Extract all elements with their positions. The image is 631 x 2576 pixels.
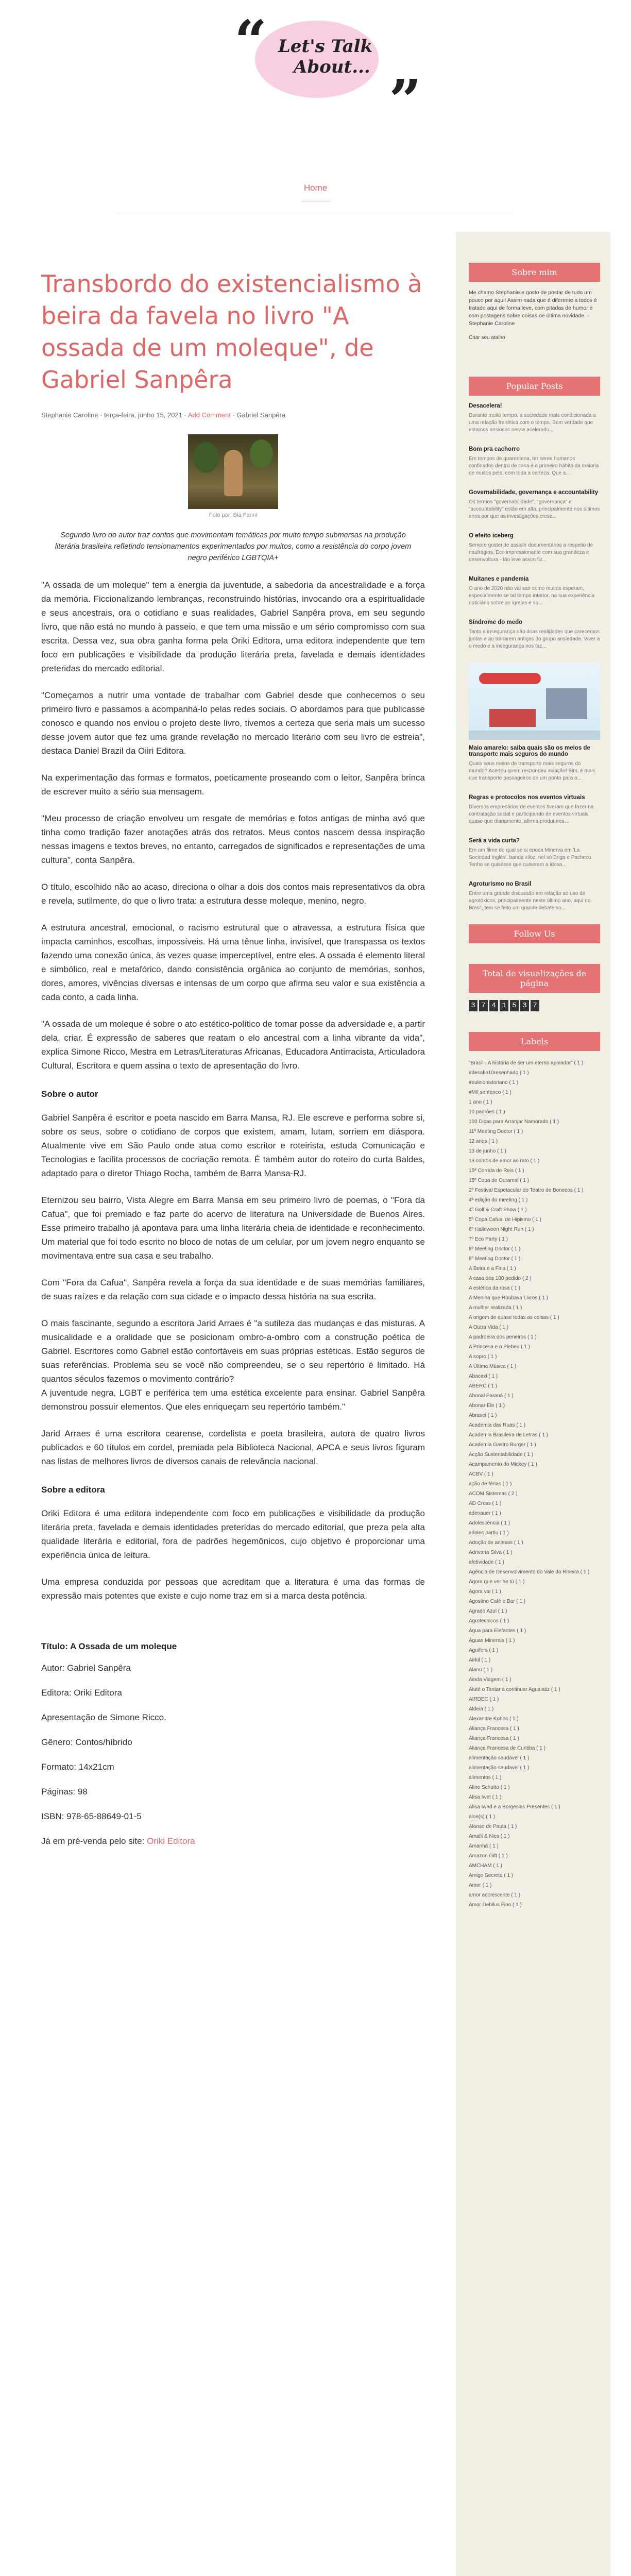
label-link[interactable]: #euleiohistoriano ( 1 ) [469, 1080, 519, 1086]
label-link[interactable]: 100 Dicas para Arranjar Namorado ( 1 ) [469, 1119, 559, 1125]
popular-post-title[interactable]: Síndrome do medo [469, 619, 523, 625]
label-link[interactable]: 1 ano ( 1 ) [469, 1099, 492, 1105]
popular-post-snippet: Os termos "governabilidade", "governança" e "accountability" estão em alta, principalmente nos últimos anos por que as investigações cresc... [469, 499, 600, 519]
label-link[interactable]: 8º Meeting Doctor ( 1 ) [469, 1256, 521, 1262]
thumbnail-shape [489, 709, 536, 727]
label-link[interactable]: aloe(s) ( 1 ) [469, 1814, 496, 1820]
label-link[interactable]: AMCHAM ( 1 ) [469, 1863, 502, 1869]
label-link[interactable]: 13 contos de amor ao rato ( 1 ) [469, 1158, 540, 1164]
label-link[interactable]: 5º Copa Cafual de Hipismo ( 1 ) [469, 1217, 541, 1223]
post-column [21, 232, 446, 2576]
pageviews-digit: 4 [489, 1000, 498, 1011]
popular-post-item[interactable] [469, 619, 600, 650]
label-link[interactable]: A Última Música ( 1 ) [469, 1364, 517, 1369]
label-link[interactable]: 10 padrões ( 1 ) [469, 1109, 505, 1115]
label-link[interactable]: Agrotecnicos ( 1 ) [469, 1618, 509, 1624]
label-link[interactable]: A estética da rosa ( 1 ) [469, 1285, 521, 1291]
popular-post-item[interactable] [469, 533, 600, 564]
popular-post-snippet: Em tempos de quarentena, ter seres humanos confinados dentro de casa é o primeiro hábito da maioria de muitos pets, com toda a certeza. Que a... [469, 456, 599, 476]
label-link[interactable]: Alisa Iwet ( 1 ) [469, 1794, 502, 1800]
popular-post-title[interactable]: Agroturismo no Brasil [469, 881, 532, 887]
popular-post-snippet: O ano de 2020 não vai sair como muitos esperam, especialmente se tal tempo interior, na sua experiência noticiário sobre as igrejas e so... [469, 586, 595, 606]
sidebar [456, 232, 610, 2576]
photo-person [224, 450, 243, 496]
popular-post-snippet: Sempre gostei de assistir documentários a respeito de naufrágios. Eco impressionante com sua grandeza e desenvoltura - tão leve assim fiz... [469, 543, 593, 563]
label-link[interactable]: afetividade ( 1 ) [469, 1560, 504, 1565]
label-link[interactable]: Adoção de animais ( 1 ) [469, 1540, 523, 1546]
popular-post-title[interactable]: Desacelera! [469, 403, 502, 409]
labels-title: Labels [469, 1032, 600, 1051]
popular-posts-title: Popular Posts [469, 377, 600, 396]
label-link[interactable]: Abonal Paraná ( 1 ) [469, 1393, 514, 1399]
label-link[interactable]: 15º Copa de Ouramal ( 1 ) [469, 1178, 530, 1183]
label-link[interactable]: 2º Festival Espetacular do Teatro de Bonecos ( 1 ) [469, 1188, 584, 1193]
label-link[interactable]: Abonar Ele ( 1 ) [469, 1403, 505, 1409]
label-link[interactable]: A casa dos 100 pedido ( 2 ) [469, 1276, 532, 1281]
label-link[interactable]: Amanhã ( 1 ) [469, 1843, 499, 1849]
label-link[interactable]: 12 anos ( 1 ) [469, 1139, 498, 1144]
about-author-paragraph: Eternizou seu bairro, Vista Alegre em Barra Mansa em seu primeiro livro de poemas, o "Fora da Cafua", que foi premiado e faz parte do acervo de literatura na Universidade de Buenos Aires. Esse primeiro trabalho já apontava para uma linha literária cheia de identidade e reconhecimento. Um material que foi todo escrito no bloco de notas de um celular, por um jovem negro enquanto se movimentava entre sua casa e seu trabalho. [41, 1195, 425, 1261]
pageviews-title: Total de visualizações de página [469, 964, 600, 993]
about-publisher-paragraph: Oriki Editora é uma editora independente com foco em publicações e visibilidade da produção literária preta, favelada e demais identidades preteridas do mercado editorial, que preza pela alta qualidade literária e editorial, fora de padrões hegemônicos, cujo objetivo é proporcionar uma experiência única de leitura. [41, 1509, 425, 1560]
nav-home-link[interactable]: Home [303, 183, 328, 193]
popular-post-item[interactable] [469, 403, 600, 434]
label-link[interactable]: adoles partiu ( 1 ) [469, 1530, 509, 1536]
label-link[interactable]: Acampamento do Mickey ( 1 ) [469, 1462, 537, 1467]
popular-post-title[interactable]: Governabilidade, governança e accountability [469, 489, 599, 496]
about-widget-title: Sobre mim [469, 263, 600, 282]
popular-post-title[interactable]: Regras e protocolos nos eventos virtuais [469, 794, 585, 801]
label-link[interactable]: Acção Sustentabilidade ( 1 ) [469, 1452, 534, 1458]
thumbnail-shape [469, 731, 600, 740]
about-author-heading: Sobre o autor [41, 1089, 98, 1099]
book-author: Autor: Gabriel Sanpêra [41, 1663, 131, 1673]
label-link[interactable]: Abrasel ( 1 ) [469, 1413, 497, 1418]
pageviews-digit: 7 [531, 1000, 539, 1011]
label-link[interactable]: ABERC ( 1 ) [469, 1383, 498, 1389]
popular-post-item[interactable] [469, 881, 600, 912]
post-epigraph: Segundo livro do autor traz contos que movimentam temáticas por muito tempo submersas na produção literária brasileira refletindo tensionamentos experimentados por muitos, como a resistência do corpo jovem negro periférico LGBTQIA+ [55, 531, 412, 562]
post-title[interactable]: Transbordo do existencialismo à beira da favela no livro "A ossada de um moleque", de Gabriel Sanpêra [41, 270, 422, 394]
post-paragraph: O título, escolhido não ao acaso, direciona o olhar a dois dos contos mais representativos da obra e revela, sutilmente, do que o livro trata: a estrutura desse moleque, menino, negro. [41, 882, 425, 906]
popular-post-thumbnail[interactable] [469, 663, 600, 740]
label-link[interactable]: Alexandre Kohos ( 1 ) [469, 1716, 519, 1722]
about-author-paragraph: O mais fascinante, segundo a escritora Jarid Arraes é "a sutileza das mudanças e das misturas. A musicalidade e a oralidade que se posicionam ombro-a-ombro com a construção poética de Gabriel. Escritores como Gabriel estão confortáveis em suas próprias estéticas. Estão seguros de suas referências. Problema seu se você não compreendeu, se o seu repertório é limitado. Há quantos séculos fazemos o movimento contrário? A juventude negra, LGBT e periférica tem uma estética excelente para ensinar. Gabriel Sanpêra demonstrou possuir elementos. Que eles enriqueçam seu repertório também." [41, 1318, 425, 1412]
popular-post-snippet: Durante muito tempo, a sociedade mais condicionada a uma relação frenética com o tempo. Bem verdade que estamos ansiosos nesse acelerado... [469, 413, 596, 433]
label-link[interactable]: Adrivaria Silva ( 1 ) [469, 1550, 513, 1555]
label-link[interactable]: Agostino Café e Bar ( 1 ) [469, 1599, 526, 1604]
presale-link[interactable]: Oriki Editora [147, 1836, 195, 1846]
post-paragraph: "A ossada de um moleque é sobre o ato estético-político de tomar posse da adversidade e, a partir dela, criar. É expressão de saberes que reatam o elo ancestral com a linha vibrante da vida", explica Simone Ricco, Mestra em Letras/Literaturas Africanas, Educadora Antirracista, Articuladora Cultural, Escritora e quem assina o texto de apresentação do livro. [41, 1019, 425, 1071]
book-publisher: Editora: Oriki Editora [41, 1688, 122, 1698]
label-link[interactable]: #MIl sentenco ( 1 ) [469, 1090, 511, 1095]
label-link[interactable]: AIRDEC ( 1 ) [469, 1697, 499, 1702]
popular-post-snippet: Em um filme do qual se si epoca Minerva em 'La Sociedad Inglés', banda xiloz, nel só Briga e Pacheco. Tenho se quisesse que quiseram a idosa... [469, 848, 593, 868]
pageviews-counter [469, 1000, 600, 1011]
book-format: Formato: 14x21cm [41, 1762, 114, 1772]
label-link[interactable]: Academia Brasileira de Letras ( 1 ) [469, 1432, 548, 1438]
label-link[interactable]: 13 de junho ( 1 ) [469, 1148, 506, 1154]
popular-posts-list [469, 403, 600, 912]
site-logo[interactable] [234, 8, 422, 133]
label-link[interactable]: Aliança Francesa ( 1 ) [469, 1726, 519, 1732]
label-link[interactable]: 8º Meeting Doctor ( 1 ) [469, 1246, 521, 1252]
label-link[interactable]: Agrado Azul ( 1 ) [469, 1608, 507, 1614]
label-link[interactable]: Academia Gastro Burger ( 1 ) [469, 1442, 536, 1448]
label-link[interactable]: A Princesa e o Plebeu ( 1 ) [469, 1344, 530, 1350]
pageviews-digit: 3 [520, 1000, 529, 1011]
label-link[interactable]: #desafio10resenhado ( 1 ) [469, 1070, 529, 1076]
label-link[interactable]: alimentos ( 1 ) [469, 1775, 502, 1781]
post-paragraph: "Começamos a nutrir uma vontade de trabalhar com Gabriel desde que conhecemos o seu primeiro livro e passamos a acompanhá-lo pelas redes sociais. O abordamos para que publicasse conosco e quando nos enviou o projeto deste livro, tivemos a certeza que seria mais um sucesso desse jovem autor que fez uma grande revelação no mercado literário com seu livro de estreia", destaca Daniel Brazil da Oiiri Editora. [41, 690, 425, 756]
post-paragraph: Na experimentação das formas e formatos, poeticamente proseando com o leitor, Sanpêra brinca de escrever muito a sério sua mensagem. [41, 773, 425, 796]
pageviews-digit: 1 [500, 1000, 508, 1011]
label-link[interactable]: Alonso de Paula ( 1 ) [469, 1824, 517, 1829]
about-publisher-paragraph: Uma empresa conduzida por pessoas que acreditam que a literatura é uma das formas de expressão mais potentes que existe e cujo nome traz em si a marca desta potência. [41, 1577, 425, 1601]
label-link[interactable]: Agora vai ( 1 ) [469, 1589, 501, 1595]
thumbnail-shape [546, 688, 587, 719]
label-link[interactable]: 6º Halloween Night Run ( 1 ) [469, 1227, 534, 1232]
label-link[interactable]: 4ª edição do meeting ( 1 ) [469, 1197, 528, 1203]
close-quote-icon: ” [389, 67, 422, 133]
about-publisher-heading: Sobre a editora [41, 1485, 105, 1495]
pageviews-digit: 7 [479, 1000, 488, 1011]
logo-text [278, 36, 376, 77]
label-link[interactable]: A mulher realizada ( 1 ) [469, 1305, 522, 1311]
popular-post-title[interactable]: Maio amarelo: saiba quais são os meios de transporte mais seguros do mundo [469, 745, 590, 757]
label-link[interactable]: A sopro ( 1 ) [469, 1354, 497, 1360]
label-link[interactable]: Alano ( 1 ) [469, 1667, 493, 1673]
popular-post-title[interactable]: O efeito iceberg [469, 533, 514, 539]
post-author[interactable]: Stephanie Caroline [41, 411, 98, 419]
about-text [469, 289, 600, 328]
label-link[interactable]: 7º Eco Party ( 1 ) [469, 1236, 508, 1242]
label-link[interactable]: alimentação saudável ( 1 ) [469, 1755, 530, 1761]
popular-post-title[interactable]: Muitanes e pandemia [469, 576, 529, 582]
label-link[interactable]: Agência de Desenvolvimento do Vale do Ribeira ( 1 ) [469, 1569, 590, 1575]
label-link[interactable]: ACBV ( 1 ) [469, 1471, 493, 1477]
about-body: Me chamo Stephanie e gosto de postar de tudo um pouco por aqui! Assim nada que é diferente a todos é tratado aqui de forma leve, com pitadas de humor e com postagens sobre coisas de última novidade. [469, 290, 597, 319]
book-presentation: Apresentação de Simone Ricco. [41, 1713, 166, 1722]
label-link[interactable]: Aline Schutto ( 1 ) [469, 1785, 510, 1790]
label-link[interactable]: Amor ( 1 ) [469, 1883, 492, 1888]
book-title: Título: A Ossada de um moleque [41, 1641, 177, 1651]
about-signature: - Stephanie Caroline [469, 313, 589, 327]
photo-plant [250, 439, 273, 468]
label-link[interactable]: Água para Elefantes ( 1 ) [469, 1628, 526, 1634]
thumbnail-shape [479, 673, 541, 684]
popular-post-item[interactable] [469, 838, 600, 869]
post-date: terça-feira, junho 15, 2021 [104, 411, 182, 419]
label-link[interactable]: Amalli & Nics ( 1 ) [469, 1834, 510, 1839]
label-link[interactable]: Águas Minerais ( 1 ) [469, 1638, 515, 1643]
label-link[interactable]: Academia das Ruas ( 1 ) [469, 1422, 526, 1428]
open-quote-icon: “ [234, 8, 267, 74]
presale-text: Já em pré-venda pelo site: [41, 1836, 145, 1846]
label-link[interactable]: 4º Golf & Craft Show ( 1 ) [469, 1207, 527, 1213]
label-link[interactable]: Adolescência ( 1 ) [469, 1520, 510, 1526]
logo-line-1: Let's Talk [278, 36, 373, 57]
popular-post-item[interactable] [469, 663, 600, 782]
label-link[interactable]: Airkil ( 1 ) [469, 1657, 491, 1663]
label-link[interactable]: amor adolescente ( 1 ) [469, 1892, 521, 1898]
popular-post-item[interactable] [469, 446, 600, 477]
about-author-paragraph: Com "Fora da Cafua", Sanpêra revela a força da sua identidade e de suas memórias familiares, de suas raízes e da relação com sua cidade e o impacto dessa história na sua escrita. [41, 1278, 425, 1301]
label-link[interactable]: "Brasil - A história de ser um eterno apoiador" ( 1 ) [469, 1060, 584, 1066]
label-link[interactable]: Ainda Viagem ( 1 ) [469, 1677, 511, 1683]
popular-post-item[interactable] [469, 794, 600, 825]
logo-line-2: About... [294, 57, 370, 77]
popular-post-snippet: Tanto a insegurança não duas realidades que carecemos juntas e ao tornarem antigas do grupo ansiedade. Viver a o medo e a insegurança nos faz... [469, 629, 600, 649]
label-link[interactable]: A Beira e a Fina ( 1 ) [469, 1266, 516, 1272]
label-link[interactable]: Aguifers ( 1 ) [469, 1648, 499, 1653]
add-comment-link[interactable]: Add Comment [187, 411, 231, 419]
pageviews-digit: 3 [469, 1000, 477, 1011]
book-presale [41, 1836, 425, 1846]
main-nav [0, 183, 631, 193]
label-link[interactable]: Abacaxi ( 1 ) [469, 1374, 498, 1379]
follow-us-title: Follow Us [469, 924, 600, 943]
book-isbn: ISBN: 978-65-88649-01-5 [41, 1811, 142, 1821]
label-link[interactable]: Amigo Secreto ( 1 ) [469, 1873, 514, 1878]
popular-post-title[interactable]: Bom pra cachorro [469, 446, 520, 452]
photo-plant [193, 442, 219, 473]
about-author-paragraph: Jarid Arraes é uma escritora cearense, cordelista e poeta brasileira, autora de quatro livros publicados e 60 títulos em cordel, premiada pela Biblioteca Nacional, APCA e seus livros figuram nas listas de melhores livros de diversos canais de relevância nacional. [41, 1429, 425, 1466]
popular-post-snippet: Entre uma grande discussão em relação ao uso de agrotóxicos, principalmente neste último ano, aqui no Brasil, tem se feito um grande debate so... [469, 891, 591, 911]
author-photo [188, 434, 278, 509]
book-genre: Gênero: Contos/híbrido [41, 1737, 132, 1747]
label-link[interactable]: A padroeira dos peneiros ( 1 ) [469, 1334, 537, 1340]
label-link[interactable]: Agora que ver he tú ( 1 ) [469, 1579, 525, 1585]
page-container [21, 232, 610, 2576]
post-meta: Stephanie Caroline · terça-feira, junho 15, 2021 · Add Comment · Gabriel Sanpêra [41, 411, 286, 419]
popular-post-snippet: Quais seus meios de transporte mais seguros do mundo? Acertou quem respondeu aviação! Sim, é mais que transporte passageiros de um ponto para o... [469, 761, 595, 781]
about-more-link[interactable]: Criar seu atalho [469, 335, 505, 341]
label-link[interactable]: Amor Debilus Fino ( 1 ) [469, 1902, 522, 1908]
labels-list [469, 1058, 600, 1910]
about-author-paragraph: Gabriel Sanpêra é escritor e poeta nascido em Barra Mansa, RJ. Ele escreve e performa sobre si, sobre os seus, sobre o cotidiano de corpos que existem, amam, lutam, sorriem em diáspora. Atualmente vive em São Paulo onde atua como escritor e roteirista, estuda Comunicação e Tecnologias e facilita processos de cocriação remota. É também autor do roteiro do curta Baldes, adaptado para o diretor Thiago Rocha, também de Barra Mansa-RJ. [41, 1113, 425, 1178]
label-link[interactable]: Amazon Gift ( 1 ) [469, 1853, 508, 1859]
label-link[interactable]: alimentação saudavel ( 1 ) [469, 1765, 530, 1771]
popular-post-item[interactable] [469, 576, 600, 607]
post-paragraph: "Meu processo de criação envolveu um resgate de memórias e fotos antigas de minha avó que tinha como tradição fazer anotações atrás dos retratos. Meus contos nascem dessa inspiração nessas imagens e textos breves, no entanto, carregados de significados e representações de uma cultura", conta Sanpêra. [41, 814, 425, 865]
site-header [0, 0, 631, 193]
label-link[interactable]: adenauer ( 1 ) [469, 1511, 501, 1516]
post-label[interactable]: Gabriel Sanpêra [236, 411, 286, 419]
label-link[interactable]: AD Cross ( 1 ) [469, 1501, 502, 1506]
post-paragraph: "A ossada de um moleque" tem a energia da juventude, a sabedoria da ancestralidade e a força da memória. Ficcionalizando lembranças, reconstruindo histórias, invocando ora a espiritualidade e seus ancestrais, ora o cotidiano e suas realidades, Gabriel Sanpêra prova, em seu segundo livro, que não está no mundo à passeio, e que tem uma missão e um sério compromisso com sua escrita. Dessa vez, sua obra ganha forma pela Oriki Editora, uma editora independente que tem foco em publicações e visibilidade da produção literária preta, favelada e demais identidades preteridas do mercado editorial. [41, 580, 425, 673]
book-pages: Páginas: 98 [41, 1787, 88, 1797]
label-link[interactable]: Aliança Francesa de Curitiba ( 1 ) [469, 1745, 545, 1751]
label-link[interactable]: A Outra Vida ( 1 ) [469, 1325, 509, 1330]
post-paragraph: A estrutura ancestral, emocional, o racismo estrutural que o atravessa, a estrutura física que impacta caminhos, escolhas, impossíveis. Há uma tênue linha, invisível, que transpassa os textos fazendo uma conexão única, às vezes quase imperceptível, entre eles. A ossada é elemento literal e simbólico, real e metafórico, dando consistência orgânica ao conjunto de memórias, sonhos, dores, amores, vivências diversas e intensas de um corpo que afirma seu valor e sua existência a cada conto, a cada linha. [41, 923, 425, 1002]
popular-post-item[interactable] [469, 489, 600, 520]
photo-caption: Foto por: Bia Fanni [209, 512, 258, 518]
popular-post-snippet: Diversos empresários de eventos tiveram que fazer na contratação social e participando de eventos virtuais quase que diariamente, afirma produtores... [469, 804, 594, 824]
popular-post-title[interactable]: Será a vida curta? [469, 838, 520, 844]
pageviews-digit: 5 [510, 1000, 519, 1011]
label-link[interactable]: Aliança Francesa ( 1 ) [469, 1736, 519, 1741]
label-link[interactable]: A origem de quase todas as coisas ( 1 ) [469, 1315, 559, 1320]
label-link[interactable]: A Menina que Roubava Livros ( 1 ) [469, 1295, 548, 1301]
label-link[interactable]: ação de férias ( 1 ) [469, 1481, 512, 1487]
label-link[interactable]: Alisa Iwad e a Borgesias Presentes ( 1 ) [469, 1804, 560, 1810]
label-link[interactable]: 15ª Corrida de Reis ( 1 ) [469, 1168, 524, 1174]
label-link[interactable]: Aldeia ( 1 ) [469, 1706, 494, 1712]
label-link[interactable]: ACOM Sistemas ( 2 ) [469, 1491, 518, 1497]
label-link[interactable]: 11º Meeting Doctor ( 1 ) [469, 1129, 523, 1134]
label-link[interactable]: Aiuté o Tantar a continuar Aguaiatiz ( 1 ) [469, 1687, 560, 1692]
